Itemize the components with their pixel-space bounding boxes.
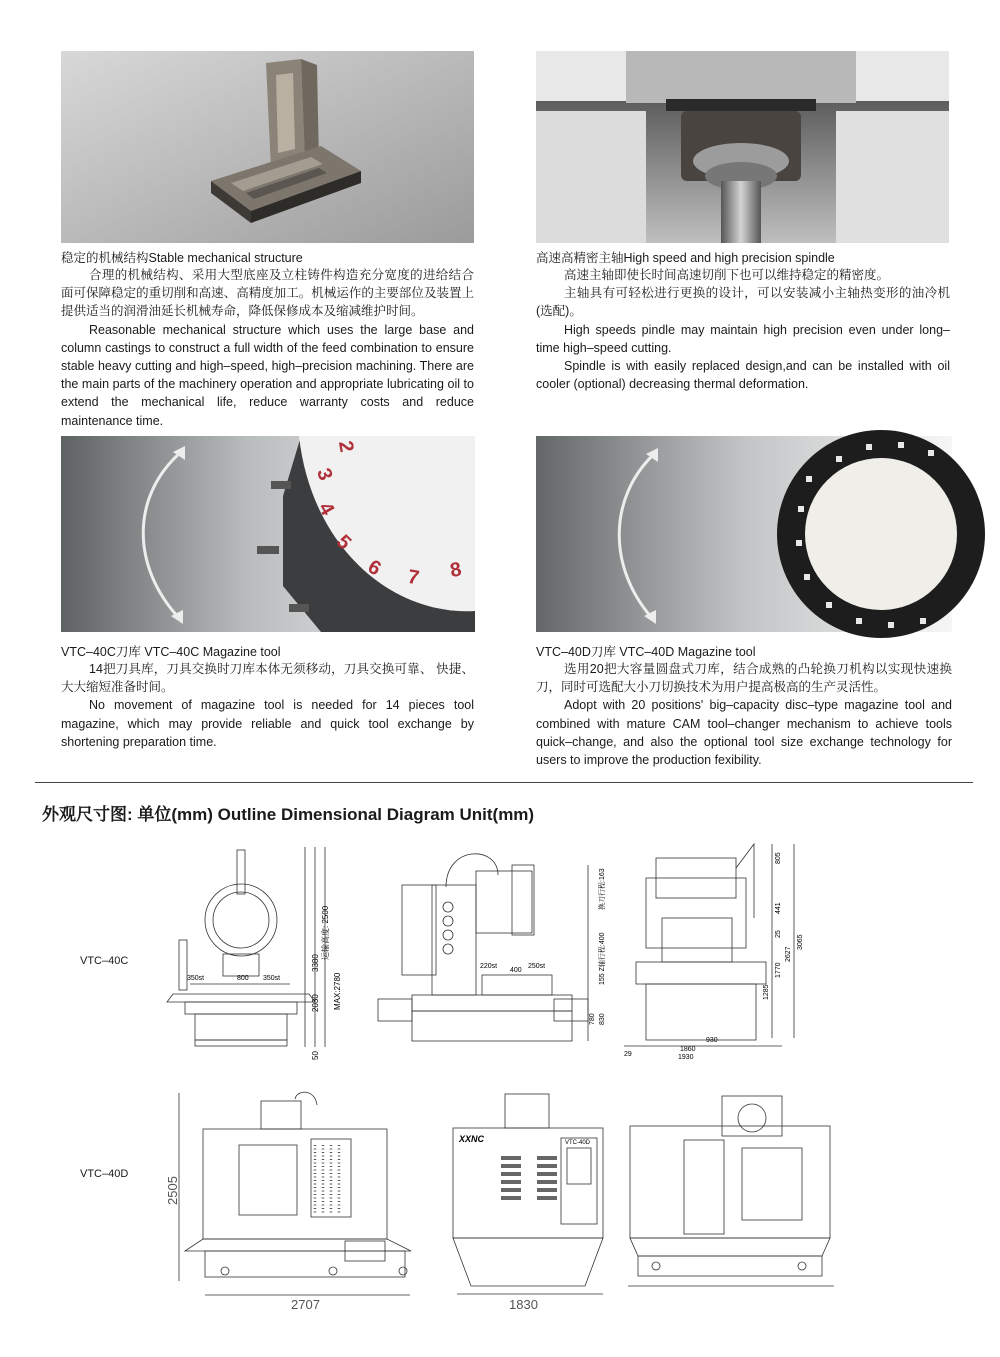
- dim-2627: 2627: [785, 946, 792, 962]
- dim-toolchange-stroke: 换刀行程:163: [599, 868, 606, 910]
- dim-805: 805: [775, 852, 782, 864]
- vtc40d-rear-view: [622, 1090, 842, 1300]
- dim-29: 29: [624, 1051, 632, 1058]
- spindle-photo: [536, 51, 949, 243]
- pocket-number: 8: [448, 558, 464, 583]
- paragraph: No movement of magazine tool is needed for 14 pieces tool magazine, which may provide reliable and quick tool exchange by shortening preparation time.: [61, 698, 474, 749]
- vtc40d-side-view: [447, 1090, 617, 1315]
- dim-350st-right: 350st: [263, 975, 281, 982]
- dim-2505: 2505: [165, 1176, 180, 1205]
- magazine-40c-photo: [61, 436, 475, 632]
- dim-3380: 3380: [311, 954, 320, 972]
- panel-model-text: VTC-40D: [565, 1140, 591, 1146]
- magazine-40d-photo: [536, 436, 952, 632]
- pocket-number: 6: [363, 555, 385, 581]
- dim-830: 830: [599, 1013, 606, 1025]
- dim-441: 441: [775, 902, 782, 914]
- dim-2030: 2030: [311, 994, 320, 1012]
- dim-z-stroke: 155 Z轴行程:400: [599, 932, 606, 985]
- paragraph: High speeds pindle may maintain high precision even under long–time high–speed cutting.: [536, 322, 950, 355]
- paragraph: Spindle is with easily replaced design,and can be installed with oil cooler (optional) decreasing thermal deformation.: [536, 359, 950, 392]
- paragraph: 高速主轴即使长时间高速切削下也可以维持稳定的精密度。: [564, 268, 890, 282]
- pocket-number: 3: [312, 465, 337, 484]
- model-label-vtc40c: VTC–40C: [80, 955, 129, 967]
- dim-3065: 3065: [797, 934, 804, 950]
- vtc40d-front-view: [165, 1085, 420, 1315]
- paragraph: 14把刀具库，刀具交换时刀库本体无须移动，刀具交换可靠、 快捷、大大缩短准备时间。: [61, 662, 474, 695]
- dim-1930: 1930: [678, 1054, 694, 1061]
- paragraph: 主轴具有可轻松进行更换的设计，可以安装减小主轴热变形的油冷机(选配)。: [536, 286, 950, 319]
- vtc40c-plan-view: [622, 838, 812, 1063]
- feature-text-magazine-40d: [536, 660, 952, 769]
- dim-400: 400: [510, 967, 522, 974]
- machine-casting-photo: [61, 51, 474, 243]
- feature-title-structure: 稳定的机械结构Stable mechanical structure: [61, 251, 303, 265]
- outline-section-title: 外观尺寸图: 单位(mm) Outline Dimensional Diagram Unit(mm): [42, 805, 535, 824]
- pocket-number: 5: [331, 530, 356, 555]
- paragraph: 合理的机械结构、采用大型底座及立柱铸件构造充分宽度的进给结合面可保障稳定的重切削和高速、高精度加工。机械运作的主要部位及装置上提供适当的润滑油延长机械寿命，降低保修成本及缩减维护时间。: [61, 268, 474, 319]
- dim-50: 50: [311, 1051, 320, 1060]
- feature-text-spindle: [536, 266, 950, 393]
- vtc40c-side-view: [372, 835, 612, 1055]
- dim-1830: 1830: [509, 1297, 538, 1312]
- feature-text-structure: [61, 266, 474, 430]
- dim-2707: 2707: [291, 1297, 320, 1312]
- dim-350st-left: 350st: [187, 975, 205, 982]
- feature-title-spindle: 高速高精密主轴High speed and high precision spindle: [536, 251, 835, 265]
- dim-1770: 1770: [775, 962, 782, 978]
- vtc40c-front-view: [165, 842, 342, 1062]
- feature-title-magazine-40c: VTC–40C刀库 VTC–40C Magazine tool: [61, 645, 281, 659]
- brand-logo-text: XXNC: [459, 1134, 485, 1144]
- paragraph: Reasonable mechanical structure which uses the large base and column castings to construct a full width of the feed combination to ensure stable heavy cutting and high–speed, high–precision machining. There are the main parts of the machinery operation and appropriate lubricating oil to extend the mechanical life, reduce warranty costs and reduce maintenance time.: [61, 322, 474, 428]
- paragraph: Adopt with 20 positions' big–capacity disc–type magazine tool and combined with mature CAM tool–changer mechanism to achieve tools quick–change, and also the optional tool size exchange technology for users to improve the production fexibility.: [536, 698, 952, 768]
- dim-780: 780: [589, 1013, 596, 1025]
- model-label-vtc40d: VTC–40D: [80, 1168, 129, 1180]
- dim-max-height: MAX:2780: [333, 972, 342, 1010]
- paragraph: 选用20把大容量圆盘式刀库，结合成熟的凸轮换刀机构以实现快速换刀，同时可选配大小刀切换技术为用户提高极高的生产灵活性。: [536, 662, 952, 695]
- section-divider: [35, 782, 973, 783]
- dim-250st: 250st: [528, 963, 546, 970]
- pocket-number: 2: [333, 439, 358, 454]
- dim-25: 25: [775, 930, 782, 938]
- pocket-number: 4: [313, 498, 339, 520]
- dim-800: 800: [237, 975, 249, 982]
- dim-transport-height: 运输高度: 2500: [321, 905, 330, 960]
- dim-220st: 220st: [480, 963, 498, 970]
- feature-text-magazine-40c: [61, 660, 474, 751]
- dim-1860: 1860: [680, 1046, 696, 1053]
- pocket-number: 7: [406, 565, 421, 590]
- dim-930: 930: [706, 1037, 718, 1044]
- feature-title-magazine-40d: VTC–40D刀库 VTC–40D Magazine tool: [536, 645, 756, 659]
- dim-1285: 1285: [763, 984, 770, 1000]
